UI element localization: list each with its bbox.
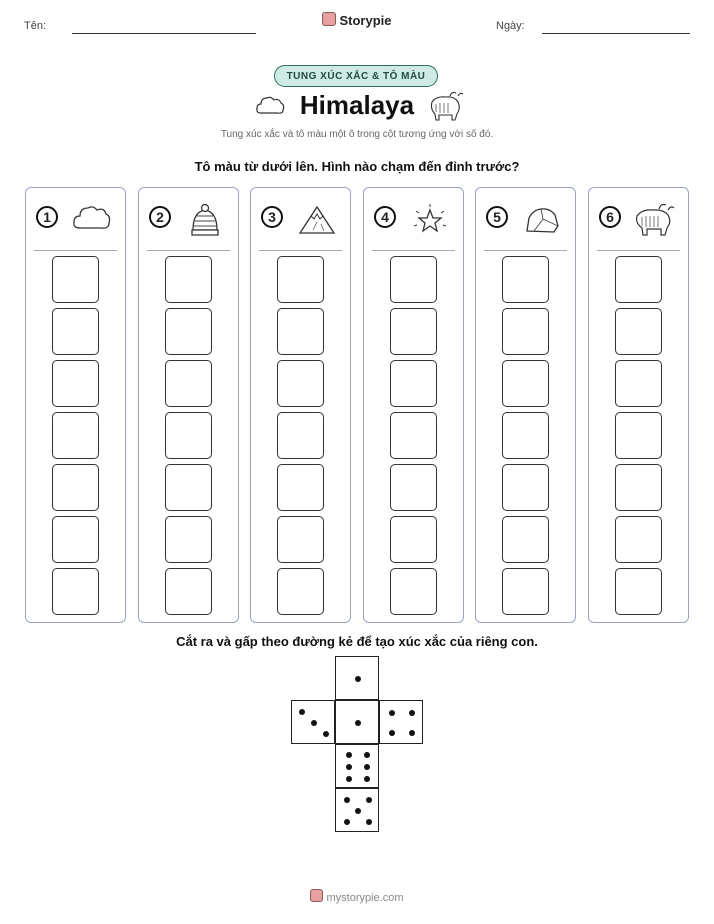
color-cell[interactable] [277, 360, 324, 407]
column-number: 6 [599, 206, 621, 228]
color-cell[interactable] [390, 516, 437, 563]
color-cell[interactable] [165, 516, 212, 563]
column-divider [34, 250, 117, 251]
dice-pip [344, 819, 350, 825]
subtitle: Tung xúc xắc và tô màu một ô trong cột tương ứng với số đó. [220, 129, 494, 140]
winter-hat-icon [183, 202, 227, 236]
column-divider [372, 250, 455, 251]
color-column-1 [25, 187, 126, 623]
color-cell[interactable] [502, 516, 549, 563]
yak-icon [633, 202, 677, 236]
color-cell[interactable] [52, 412, 99, 459]
column-header [26, 202, 125, 238]
color-column-6 [588, 187, 689, 623]
date-label: Ngày: [496, 20, 525, 32]
dice-pip [311, 720, 317, 726]
color-cell[interactable] [52, 516, 99, 563]
column-number: 4 [374, 206, 396, 228]
color-cell[interactable] [277, 568, 324, 615]
color-cell[interactable] [390, 308, 437, 355]
color-cell[interactable] [277, 308, 324, 355]
page-title: Himalaya [299, 90, 415, 120]
color-cell[interactable] [277, 464, 324, 511]
dice-face-6 [335, 744, 379, 788]
color-cell[interactable] [52, 308, 99, 355]
color-column-3 [250, 187, 351, 623]
brand-logo [0, 12, 714, 28]
color-cell[interactable] [615, 464, 662, 511]
dice-face-4 [379, 700, 423, 744]
storypie-footer-icon [310, 889, 323, 902]
color-cell[interactable] [390, 464, 437, 511]
dice-pip [355, 720, 361, 726]
color-cell[interactable] [502, 360, 549, 407]
column-divider [484, 250, 567, 251]
star-icon [408, 202, 452, 236]
footer [0, 889, 714, 904]
color-column-5 [475, 187, 576, 623]
column-number: 3 [261, 206, 283, 228]
yak-icon [426, 90, 464, 122]
color-column-4 [363, 187, 464, 623]
color-cell[interactable] [615, 516, 662, 563]
color-cell[interactable] [502, 568, 549, 615]
color-cell[interactable] [390, 568, 437, 615]
dice-pip [364, 776, 370, 782]
color-cell[interactable] [390, 360, 437, 407]
column-header [364, 202, 463, 238]
name-label: Tên: [24, 20, 47, 32]
dice-pip [355, 676, 361, 682]
dice-pip [366, 819, 372, 825]
mountain-icon [295, 202, 339, 236]
dice-pip [364, 764, 370, 770]
color-cell[interactable] [52, 464, 99, 511]
color-cell[interactable] [165, 360, 212, 407]
dice-pip [364, 752, 370, 758]
color-cell[interactable] [52, 360, 99, 407]
date-line[interactable] [542, 33, 690, 34]
dice-pip [409, 730, 415, 736]
column-divider [147, 250, 230, 251]
name-line[interactable] [72, 33, 256, 34]
dice-pip [346, 752, 352, 758]
activity-tag: TUNG XÚC XẮC & TÔ MÀU [274, 65, 438, 87]
color-cell[interactable] [502, 256, 549, 303]
color-cell[interactable] [502, 308, 549, 355]
dice-pip [346, 764, 352, 770]
color-cell[interactable] [615, 256, 662, 303]
column-header [139, 202, 238, 238]
dice-face-3 [291, 700, 335, 744]
cut-instruction: Cắt ra và gấp theo đường kẻ để tạo xúc xắc của riêng con. [176, 634, 538, 649]
dice-pip [409, 710, 415, 716]
dice-pip [344, 797, 350, 803]
color-cell[interactable] [615, 360, 662, 407]
column-header [589, 202, 688, 238]
dice-pip [346, 776, 352, 782]
dice-face-5 [335, 788, 379, 832]
column-header [251, 202, 350, 238]
dice-pip [389, 730, 395, 736]
color-cell[interactable] [615, 412, 662, 459]
color-cell[interactable] [165, 256, 212, 303]
color-cell[interactable] [277, 516, 324, 563]
dice-pip [323, 731, 329, 737]
color-cell[interactable] [52, 568, 99, 615]
color-cell[interactable] [52, 256, 99, 303]
color-cell[interactable] [277, 256, 324, 303]
dice-face-1 [335, 656, 379, 700]
color-cell[interactable] [277, 412, 324, 459]
color-cell[interactable] [502, 412, 549, 459]
color-column-2 [138, 187, 239, 623]
color-cell[interactable] [390, 412, 437, 459]
dice-pip [355, 808, 361, 814]
rock-icon [520, 202, 564, 236]
color-cell[interactable] [390, 256, 437, 303]
color-cell[interactable] [615, 568, 662, 615]
brand-name: Storypie [339, 13, 392, 28]
storypie-logo-icon [322, 12, 336, 26]
column-number: 1 [36, 206, 58, 228]
dice-pip [299, 709, 305, 715]
footer-url: mystorypie.com [326, 892, 404, 904]
column-header [476, 202, 575, 238]
color-cell[interactable] [165, 412, 212, 459]
dice-pip [389, 710, 395, 716]
column-number: 2 [149, 206, 171, 228]
color-cell[interactable] [165, 464, 212, 511]
dice-pip [366, 797, 372, 803]
color-cell[interactable] [615, 308, 662, 355]
color-cell[interactable] [502, 464, 549, 511]
column-number: 5 [486, 206, 508, 228]
dice-face-1 [335, 700, 379, 744]
column-divider [597, 250, 680, 251]
column-divider [259, 250, 342, 251]
coloring-instruction: Tô màu từ dưới lên. Hình nào chạm đến đỉnh trước? [194, 159, 520, 174]
cloud-icon [70, 202, 114, 236]
color-cell[interactable] [165, 568, 212, 615]
color-cell[interactable] [165, 308, 212, 355]
